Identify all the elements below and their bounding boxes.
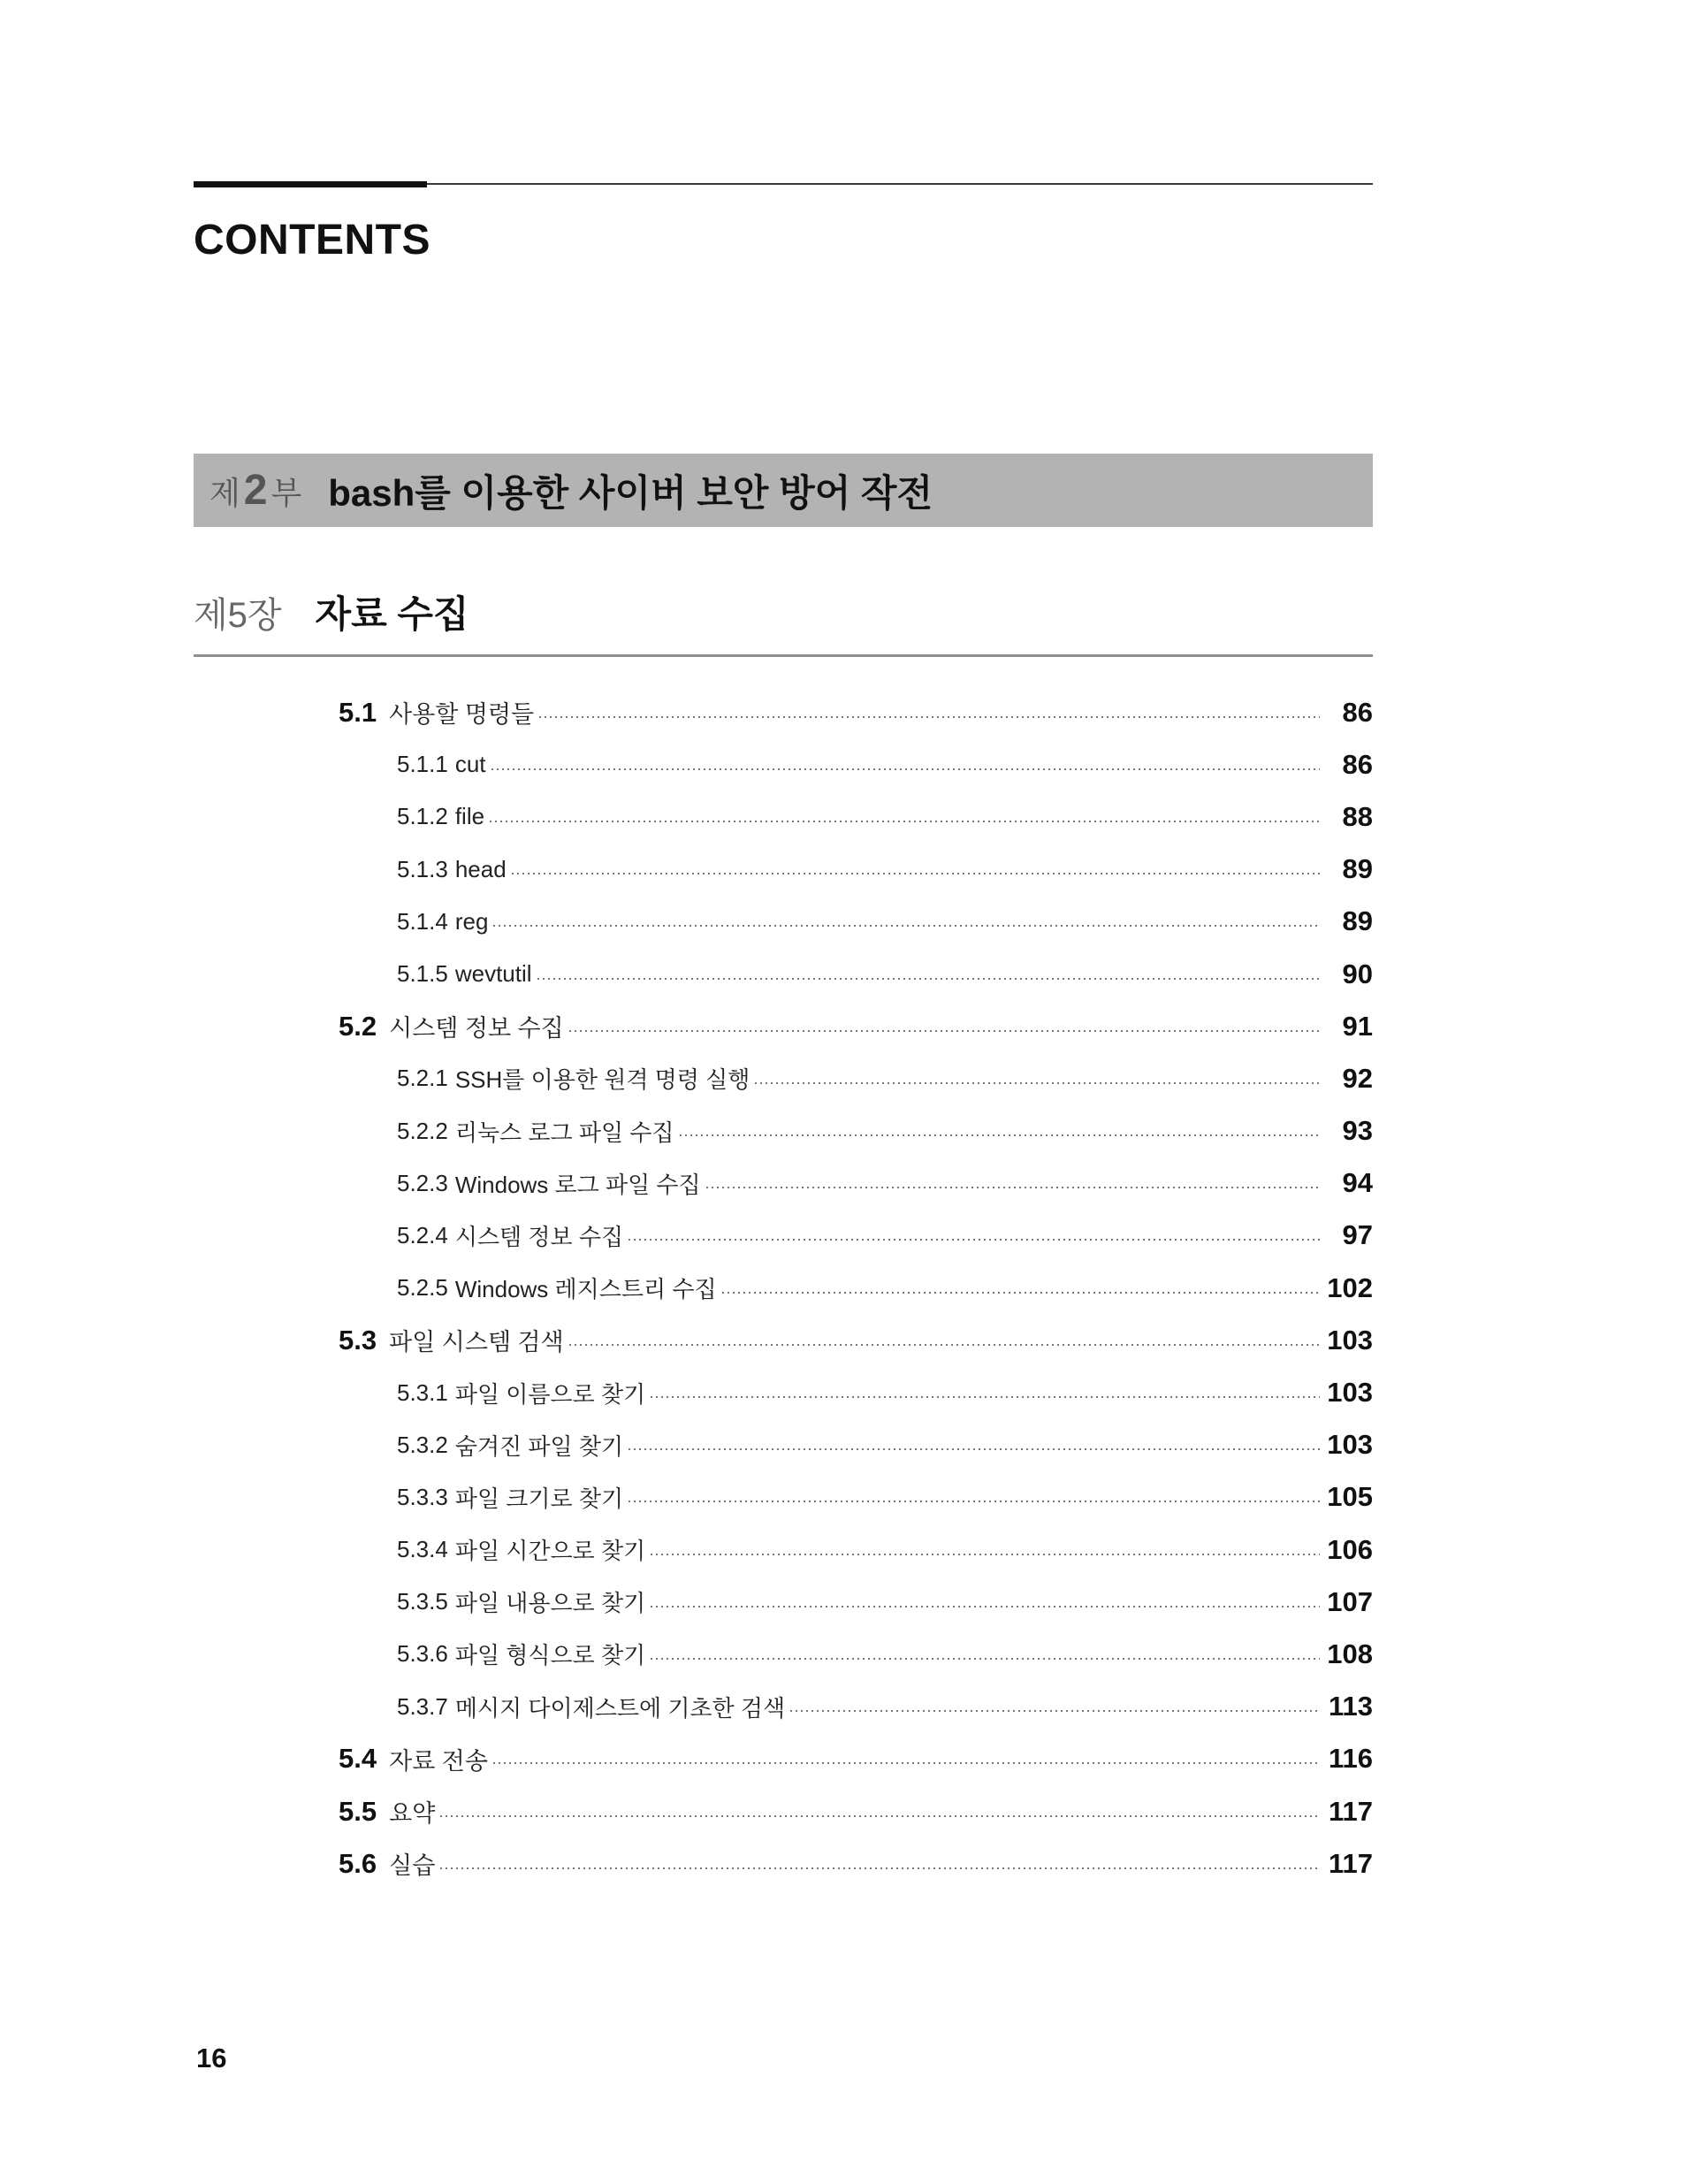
toc-entry-number: 5.1.2 (397, 803, 448, 830)
toc-entry-page: 103 (1327, 1324, 1373, 1355)
toc-entry-label: 파일 시스템 검색 (389, 1329, 564, 1356)
toc-dot-leader (649, 1554, 1320, 1555)
contents-title: CONTENTS (194, 217, 430, 263)
toc-entry-number: 5.2.2 (397, 1117, 448, 1144)
toc-entry-page: 106 (1327, 1533, 1373, 1565)
toc-entry-page: 97 (1342, 1219, 1373, 1251)
toc-entry-number: 5.1.5 (397, 960, 448, 988)
toc-dot-leader (488, 821, 1320, 822)
toc-subsection-row[interactable] (339, 1105, 1373, 1157)
toc-entry-label: 파일 이름으로 찾기 (454, 1380, 646, 1408)
toc-entry-page: 89 (1342, 853, 1373, 885)
toc-entry-number: 5.2.1 (397, 1065, 448, 1092)
toc-subsection-row[interactable] (339, 790, 1373, 843)
toc-entry-number: 5.2.3 (397, 1169, 448, 1196)
part-prefix-before: 제 (210, 475, 240, 511)
toc-entry-label: 숨겨진 파일 찾기 (454, 1432, 624, 1460)
toc-entry-label: SSH를 이용한 원격 명령 실행 (454, 1066, 750, 1094)
toc-dot-leader (491, 925, 1320, 927)
toc-dot-leader (627, 1239, 1320, 1241)
toc-subsection-row[interactable] (339, 1262, 1373, 1314)
toc-entry-page: 86 (1342, 696, 1373, 728)
toc-dot-leader (789, 1710, 1320, 1712)
toc-dot-leader (649, 1606, 1320, 1607)
toc-entry-label: 자료 전송 (389, 1747, 488, 1775)
toc-entry-label: cut (454, 751, 486, 778)
top-rule-accent (194, 181, 427, 187)
toc-entry-page: 113 (1328, 1691, 1373, 1722)
toc-entry-label: 시스템 정보 수집 (389, 1015, 564, 1042)
toc-entry-number: 5.1.4 (397, 907, 448, 935)
toc-entry-page: 92 (1342, 1062, 1373, 1094)
toc-entry-number: 5.5 (339, 1795, 377, 1827)
toc-dot-leader (490, 768, 1320, 770)
toc-entry-label: 사용할 명령들 (389, 701, 535, 729)
toc-entry-number: 5.2.4 (397, 1221, 448, 1249)
toc-entry-label: 리눅스 로그 파일 수집 (454, 1119, 674, 1146)
toc-entry-page: 103 (1327, 1377, 1373, 1409)
toc-dot-leader (627, 1448, 1320, 1450)
toc-entry-page: 102 (1327, 1271, 1373, 1303)
toc-entry-page: 108 (1327, 1638, 1373, 1669)
toc-dot-leader (627, 1501, 1320, 1502)
toc-subsection-row[interactable] (339, 1210, 1373, 1262)
toc-entry-page: 88 (1342, 800, 1373, 832)
toc-dot-leader (537, 716, 1320, 718)
chapter-heading (194, 585, 469, 638)
toc-section-row[interactable] (339, 686, 1373, 738)
toc-entry-page: 91 (1342, 1010, 1373, 1042)
toc-entry-page: 116 (1328, 1743, 1373, 1775)
toc-entry-page: 117 (1328, 1795, 1373, 1827)
toc-dot-leader (649, 1658, 1320, 1660)
toc-dot-leader (649, 1396, 1320, 1398)
toc-entry-number: 5.3.6 (397, 1640, 448, 1668)
toc-entry-page: 103 (1327, 1429, 1373, 1461)
toc-subsection-row[interactable] (339, 1576, 1373, 1628)
toc-entry-page: 86 (1342, 748, 1373, 780)
toc-dot-leader (720, 1292, 1320, 1294)
table-of-contents (339, 686, 1373, 1890)
toc-section-row[interactable] (339, 1000, 1373, 1052)
toc-entry-number: 5.3.3 (397, 1483, 448, 1510)
toc-entry-number: 5.3.1 (397, 1378, 448, 1406)
toc-section-row[interactable] (339, 1733, 1373, 1785)
toc-dot-leader (753, 1082, 1320, 1084)
toc-subsection-row[interactable] (339, 896, 1373, 948)
toc-subsection-row[interactable] (339, 1681, 1373, 1733)
toc-entry-page: 93 (1342, 1115, 1373, 1147)
toc-entry-number: 5.3.5 (397, 1588, 448, 1615)
toc-entry-number: 5.2 (339, 1010, 377, 1042)
toc-entry-label: 파일 형식으로 찾기 (454, 1642, 646, 1669)
toc-entry-number: 5.1 (339, 696, 377, 728)
chapter-title: 자료 수집 (315, 593, 469, 635)
toc-entry-page: 89 (1342, 905, 1373, 937)
toc-entry-page: 107 (1327, 1585, 1373, 1617)
toc-subsection-row[interactable] (339, 844, 1373, 896)
toc-dot-leader (491, 1762, 1320, 1764)
toc-dot-leader (568, 1344, 1320, 1346)
part-title: bash를 이용한 사이버 보안 방어 작전 (328, 471, 933, 514)
toc-entry-number: 5.1.1 (397, 751, 448, 778)
toc-entry-number: 5.1.3 (397, 855, 448, 882)
toc-subsection-row[interactable] (339, 1419, 1373, 1471)
toc-subsection-row[interactable] (339, 1366, 1373, 1418)
chapter-prefix: 제5장 (194, 596, 282, 635)
toc-subsection-row[interactable] (339, 948, 1373, 1000)
toc-entry-label: Windows 로그 파일 수집 (454, 1171, 701, 1198)
toc-subsection-row[interactable] (339, 1523, 1373, 1576)
toc-entry-page: 94 (1342, 1167, 1373, 1199)
part-number: 2 (243, 467, 268, 514)
toc-entry-page: 105 (1327, 1481, 1373, 1513)
toc-subsection-row[interactable] (339, 738, 1373, 790)
toc-entry-label: reg (454, 907, 489, 935)
toc-entry-number: 5.6 (339, 1847, 377, 1879)
toc-entry-page: 90 (1342, 958, 1373, 989)
toc-entry-label: wevtutil (454, 960, 532, 988)
page-number: 16 (196, 2043, 227, 2073)
toc-dot-leader (510, 873, 1320, 874)
toc-subsection-row[interactable] (339, 1157, 1373, 1210)
toc-entry-number: 5.3 (339, 1324, 377, 1355)
toc-entry-label: 파일 시간으로 찾기 (454, 1538, 646, 1565)
toc-entry-label: file (454, 803, 485, 830)
toc-dot-leader (438, 1815, 1320, 1817)
chapter-rule (194, 654, 1373, 657)
toc-section-row[interactable] (339, 1837, 1373, 1890)
toc-dot-leader (678, 1134, 1320, 1136)
part-banner (194, 454, 1373, 527)
toc-dot-leader (705, 1187, 1320, 1188)
toc-entry-number: 5.3.4 (397, 1536, 448, 1563)
toc-subsection-row[interactable] (339, 1471, 1373, 1523)
toc-entry-number: 5.3.2 (397, 1431, 448, 1458)
toc-dot-leader (438, 1867, 1320, 1869)
toc-dot-leader (568, 1030, 1320, 1032)
toc-dot-leader (536, 978, 1320, 980)
toc-entry-number: 5.2.5 (397, 1274, 448, 1302)
toc-entry-label: head (454, 855, 507, 882)
toc-entry-label: 파일 크기로 찾기 (454, 1485, 624, 1512)
toc-entry-label: 실습 (389, 1852, 436, 1880)
toc-subsection-row[interactable] (339, 1628, 1373, 1680)
toc-section-row[interactable] (339, 1785, 1373, 1837)
toc-entry-label: Windows 레지스트리 수집 (454, 1276, 717, 1303)
toc-entry-label: 시스템 정보 수집 (454, 1223, 624, 1250)
toc-entry-number: 5.3.7 (397, 1692, 448, 1720)
toc-entry-number: 5.4 (339, 1743, 377, 1775)
part-prefix-after: 부 (270, 475, 302, 511)
toc-entry-label: 파일 내용으로 찾기 (454, 1590, 646, 1617)
toc-entry-label: 메시지 다이제스트에 기초한 검색 (454, 1694, 786, 1722)
toc-subsection-row[interactable] (339, 1052, 1373, 1104)
part-prefix (210, 466, 301, 515)
toc-entry-label: 요약 (389, 1800, 436, 1828)
toc-section-row[interactable] (339, 1314, 1373, 1366)
toc-entry-page: 117 (1328, 1847, 1373, 1879)
